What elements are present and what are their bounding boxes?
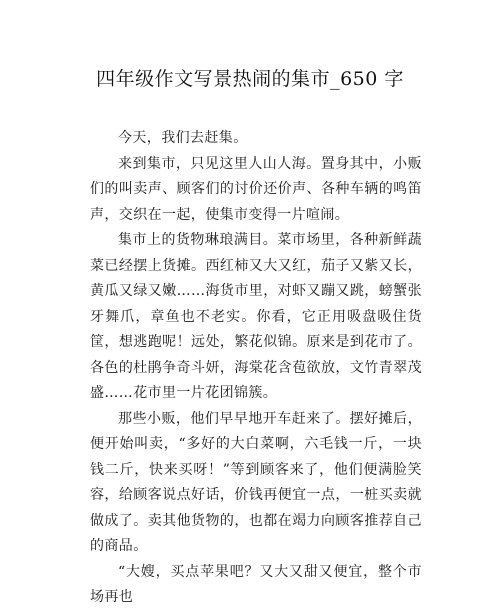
paragraph: “大嫂，买点苹果吧？又大又甜又便宜，整个市场再也 xyxy=(90,563,422,605)
paragraph: 集市上的货物琳琅满目。菜市场里，各种新鲜蔬菜已经摆上货摊。西红柿又大又红，茄子又紫又长，黄瓜又绿又嫩……海货市里，对虾又蹦又跳，螃蟹张牙舞爪，章鱼也不老实。你看，它正用吸盘吸住货筐，想逃跑呢！远处，繁花似锦。原来是到花市了。各色的杜鹃争奇斗妍，海棠花含苞欲放，文竹青翠茂盛……花市里一片花团锦簇。 xyxy=(90,232,422,401)
paragraph: 来到集市，只见这里人山人海。置身其中，小贩们的叫卖声、顾客们的讨价还价声、各种车辆的鸣笛声，交织在一起，使集市变得一片喧闹。 xyxy=(90,155,422,223)
document-title: 四年级作文写景热闹的集市_650 字 xyxy=(96,68,404,90)
document-body xyxy=(90,126,422,611)
paragraph: 今天，我们去赶集。 xyxy=(118,130,248,146)
paragraph: 那些小贩，他们早早地开车赶来了。摆好摊后，便开始叫卖，“多好的大白菜啊，六毛钱一斤，一块钱二斤，快来买呀！”等到顾客来了，他们便满脸笑容，给顾客说点好话，价钱再便宜一点，一桩买卖就做成了。卖其他货物的，也都在竭力向顾客推荐自己的商品。 xyxy=(90,410,422,554)
